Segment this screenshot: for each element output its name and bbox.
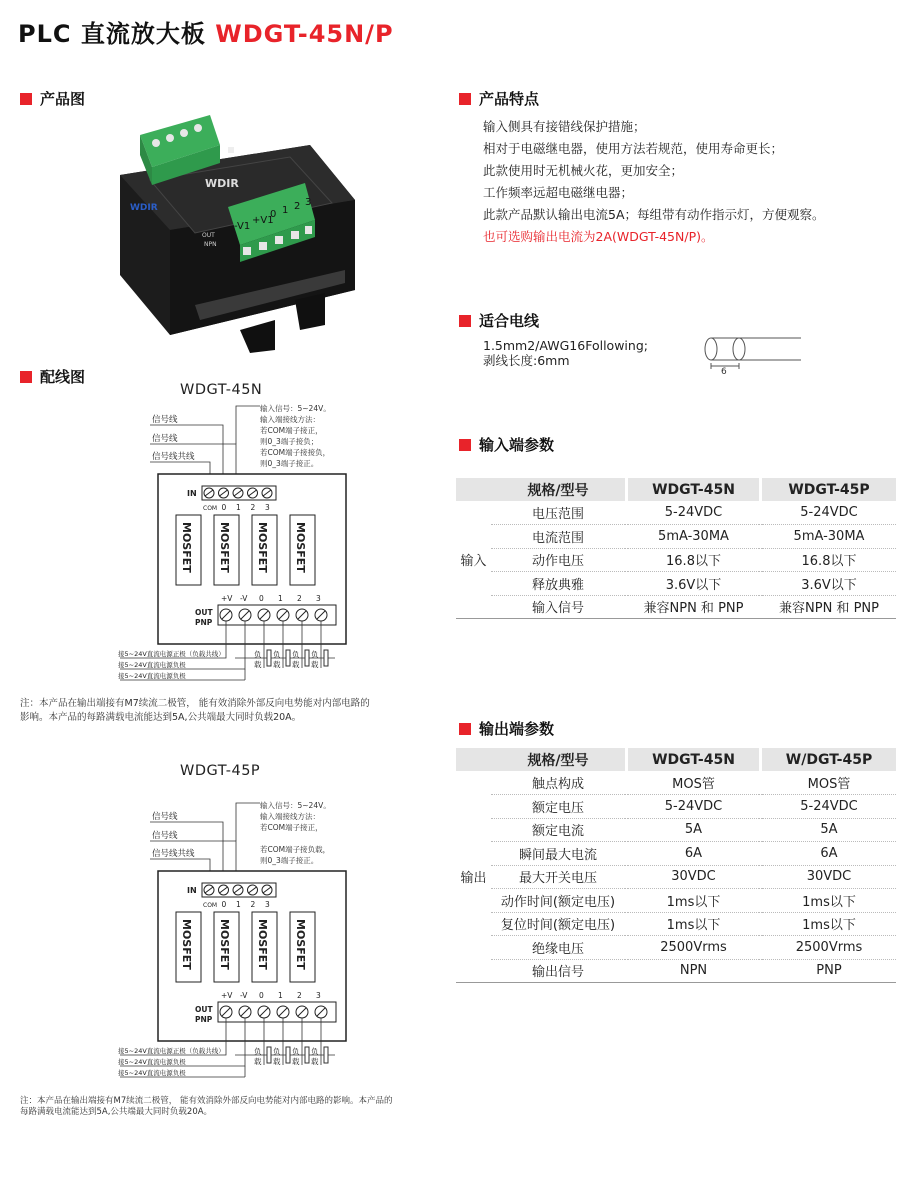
in-terminal-label: 3 [265,503,270,512]
signal-label: 信号线共线 [152,849,195,859]
load-label: 载 [273,1057,281,1066]
out-terminal-label: 1 [278,594,283,603]
wiring-note: 若COM端子接正， [260,426,323,435]
col-header: WDGT-45N [628,478,759,501]
title-model: WDGT-45N/P [215,20,394,48]
signal-label: 信号线 [152,812,178,822]
out-label: OUT [195,608,213,617]
wiring-note: 则0_3端子接正。 [260,856,319,865]
load-label: 负 [254,1047,262,1056]
wire-strip: 剥线长度:6mm [483,353,570,368]
product-photo [110,105,370,355]
table-cell: 输出信号 [491,959,625,983]
diagram-n-footnote [20,697,370,725]
product-logo: WDIR [130,203,158,213]
table-cell: 额定电压 [491,795,625,819]
table-cell: 16.8以下 [762,548,896,572]
wire-spec [483,338,648,368]
section-label: 适合电线 [479,312,540,330]
table-cell: 额定电流 [491,818,625,842]
load-resistor [324,1047,328,1063]
table-cell: 1ms以下 [628,889,759,913]
out-terminal-label: -V [240,991,248,1000]
table-cell: 绝缘电压 [491,936,625,960]
power-label: 接5~24V直流电源正极（负载共线） [118,1047,225,1055]
out-terminal-label: -V [240,594,248,603]
load-label: 负 [254,650,262,659]
col-header: WDGT-45P [762,478,896,501]
signal-label: 信号线 [152,434,178,444]
table-cell: 输入信号 [491,595,625,619]
signal-wire [236,406,260,444]
load-resistor [267,1047,271,1063]
load-label: 载 [311,660,319,669]
power-label: 接5~24V直流电源负极 [118,672,186,680]
table-cell: MOS管 [762,771,896,795]
load-resistor [305,650,309,666]
table-cell: 最大开关电压 [491,865,625,889]
table-row [456,842,896,866]
section-marker-icon [459,315,471,327]
terminal-label: 1 [282,205,289,216]
table-cell: 5-24VDC [628,501,759,525]
out-terminal-label: 0 [259,594,264,603]
load-resistor [286,650,290,666]
table-row [456,912,896,936]
output-params-table [456,748,896,983]
diagram-n-title: WDGT-45N [180,382,263,398]
wiring-note: 输入信号：5~24V。 [260,801,331,810]
terminal-label: 2 [294,201,301,212]
load-label: 载 [311,1057,319,1066]
feature-highlight: 也可选购输出电流为2A(WDGT-45N/P)。 [483,229,714,244]
diagram-p-footnote [20,1096,392,1118]
wiring-note: 输入端接线方法： [260,812,320,821]
out-terminal-label: 1 [278,991,283,1000]
wire-gauge: 1.5mm2/AWG16Following; [483,338,648,353]
in-terminal-label: 3 [265,900,270,909]
in-terminal-label: 2 [250,900,256,909]
in-terminal-label: 2 [250,503,256,512]
section-input-params [459,434,554,455]
table-cell: MOS管 [628,771,759,795]
wiring-diagram-n [110,398,350,688]
load-label: 负 [292,650,300,659]
footnote-line: 影响。本产品的每路满载电流能达到5A,公共端最大同时负载20A。 [20,712,302,723]
col-header: W/DGT-45P [762,748,896,771]
load-label: 载 [254,1057,262,1066]
mosfet-label: MOSFET [256,522,269,573]
feature-item: 输入侧具有接错线保护措施； [483,119,646,134]
table-cell: 兼容NPN 和 PNP [762,595,896,619]
mosfet-label: MOSFET [180,522,193,573]
load-label: 负 [311,650,319,659]
out-terminal-label: 0 [259,991,264,1000]
in-terminal-label: COM [203,505,218,512]
table-cell: 1ms以下 [762,912,896,936]
section-wire [459,310,539,331]
load-resistor [324,650,328,666]
table-cell: 5A [762,818,896,842]
table-cell: 5mA-30MA [628,525,759,549]
table-cell: 6A [628,842,759,866]
table-row [456,818,896,842]
signal-wire [236,803,260,841]
wire-strip-diagram [697,330,807,375]
table-cell: 1ms以下 [628,912,759,936]
table-cell: 电压范围 [491,501,625,525]
mosfet-label: MOSFET [218,919,231,970]
section-product-image [20,88,85,109]
load-label: 负 [273,650,281,659]
col-header: 规格/型号 [491,748,625,771]
table-cell: NPN [628,959,759,983]
load-label: 载 [292,1057,300,1066]
power-label: 接5~24V直流电源负极 [118,1058,186,1066]
load-resistor [305,1047,309,1063]
load-label: 负 [311,1047,319,1056]
out-type-label: PNP [195,1015,213,1024]
table-cell: 16.8以下 [628,548,759,572]
load-resistor [286,1047,290,1063]
in-terminal-label: 1 [236,900,241,909]
table-cell: 5A [628,818,759,842]
table-cell: 5-24VDC [762,501,896,525]
section-marker-icon [20,93,32,105]
mosfet-label: MOSFET [294,919,307,970]
page-title [18,14,394,49]
mosfet-label: MOSFET [180,919,193,970]
wiring-note: 输入信号：5~24V。 [260,404,331,413]
table-cell: 2500Vrms [628,936,759,960]
table-row [456,771,896,795]
section-marker-icon [20,371,32,383]
table-row [456,501,896,525]
section-label: 输出端参数 [479,720,555,738]
out-terminal-label: 2 [297,991,302,1000]
in-label: IN [187,886,197,895]
table-row [456,795,896,819]
out-label: OUT [195,1005,213,1014]
section-marker-icon [459,93,471,105]
section-label: 产品特点 [479,90,540,108]
table-cell: 动作电压 [491,548,625,572]
group-label: 输入 [456,501,491,619]
group-label: 输出 [456,771,491,983]
section-label: 输入端参数 [479,436,555,454]
feature-item: 工作频率远超电磁继电器； [483,185,634,200]
table-cell: 5mA-30MA [762,525,896,549]
table-row [456,572,896,596]
load-label: 载 [254,660,262,669]
mosfet-label: MOSFET [294,522,307,573]
table-cell: 3.6V以下 [628,572,759,596]
in-terminal-label: 1 [236,503,241,512]
title-text: PLC 直流放大板 [18,20,206,48]
in-terminal-label: 0 [221,900,227,909]
table-cell: 电流范围 [491,525,625,549]
out-type-label: PNP [195,618,213,627]
out-terminal-label: +V [221,594,233,603]
product-brand: WDIR [205,177,239,190]
feature-item: 相对于电磁继电器，使用方法若规范，使用寿命更长； [483,141,784,156]
in-label: IN [187,489,197,498]
section-wiring [20,366,85,387]
table-cell: 30VDC [762,865,896,889]
col-header: WDGT-45N [628,748,759,771]
load-label: 负 [292,1047,300,1056]
signal-label: 信号线共线 [152,452,195,462]
table-cell: 2500Vrms [762,936,896,960]
section-marker-icon [459,723,471,735]
product-side-label: OUT [202,232,215,239]
in-terminal-label: 0 [221,503,227,512]
footnote-line: 注：本产品在输出端接有M7续流二极管， 能有效消除外部反向电势能对内部电路的 [20,698,370,709]
terminal-label: +V1 [252,215,274,226]
col-header: 规格/型号 [491,478,625,501]
table-row [456,525,896,549]
table-row [456,595,896,619]
out-terminal-label: +V [221,991,233,1000]
wiring-note: 若COM端子接正， [260,823,323,832]
table-cell: 1ms以下 [762,889,896,913]
feature-item: 此款使用时无机械火花，更加安全； [483,163,684,178]
footnote-line: 注：本产品在输出端接有M7续流二极管， 能有效消除外部反向电势能对内部电路的影响。本产品的 [20,1096,393,1106]
wiring-note: 则0_3端子接负； [260,437,319,446]
table-cell: 瞬间最大电流 [491,842,625,866]
load-label: 载 [273,660,281,669]
section-output-params [459,718,554,739]
table-cell: 触点构成 [491,771,625,795]
table-row [456,936,896,960]
table-cell: 释放典雅 [491,572,625,596]
load-label: 负 [273,1047,281,1056]
load-resistor [267,650,271,666]
table-cell: 5-24VDC [762,795,896,819]
in-terminal-label: COM [203,902,218,909]
feature-item: 此款产品默认输出电流5A；每组带有动作指示灯，方便观察。 [483,207,825,222]
out-terminal-label: 2 [297,594,302,603]
out-terminal-label: 3 [316,594,321,603]
input-params-table [456,478,896,619]
table-cell: 复位时间(额定电压) [491,912,625,936]
signal-label: 信号线 [152,831,178,841]
table-row [456,548,896,572]
table-cell: 6A [762,842,896,866]
table-cell: 30VDC [628,865,759,889]
power-label: 接5~24V直流电源负极 [118,661,186,669]
table-row [456,889,896,913]
table-cell: PNP [762,959,896,983]
terminal-label: -V1 [234,221,251,232]
table-row [456,865,896,889]
power-label: 接5~24V直流电源正极（负载共线） [118,650,225,658]
wiring-note: 则0_3端子接正。 [260,459,319,468]
wiring-note: 输入端接线方法： [260,415,320,424]
terminal-label: 3 [305,197,312,208]
table-cell: 兼容NPN 和 PNP [628,595,759,619]
table-row [456,959,896,983]
table-cell: 5-24VDC [628,795,759,819]
section-label: 配线图 [40,368,86,386]
table-cell: 动作时间(额定电压) [491,889,625,913]
mosfet-label: MOSFET [256,919,269,970]
footnote-line: 每路满载电流能达到5A,公共端最大同时负载20A。 [20,1107,213,1117]
out-terminal-label: 3 [316,991,321,1000]
wiring-note: 若COM端子接接负， [260,448,331,457]
wiring-diagram-p [110,795,350,1090]
section-label: 产品图 [40,90,86,108]
wiring-note: 若COM端子接负载， [260,845,331,854]
diagram-p-title: WDGT-45P [180,763,261,779]
load-label: 载 [292,660,300,669]
power-label: 接5~24V直流电源负极 [118,1069,186,1077]
section-features [459,88,539,109]
mosfet-label: MOSFET [218,522,231,573]
signal-label: 信号线 [152,415,178,425]
product-side-label: NPN [204,241,217,248]
strip-length: 6 [721,367,727,375]
table-cell: 3.6V以下 [762,572,896,596]
terminal-label: 0 [270,209,277,220]
section-marker-icon [459,439,471,451]
features-list [483,116,825,248]
